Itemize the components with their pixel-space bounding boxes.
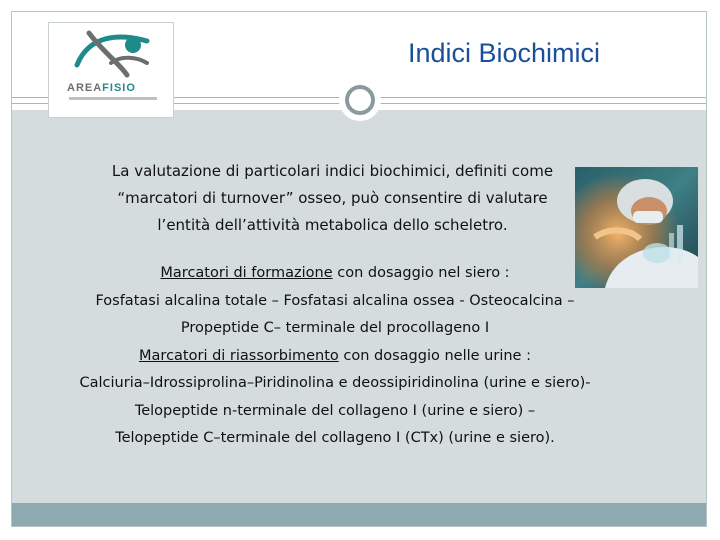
resorption-line: Calciuria–Idrossiprolina–Piridinolina e deossipiridinolina (urine e siero)-	[79, 375, 591, 391]
logo-tagline	[69, 97, 157, 100]
ring-ornament	[339, 79, 381, 121]
resorption-heading-line	[40, 343, 630, 371]
formation-heading: Marcatori di formazione	[160, 265, 333, 281]
slide-title: Indici Biochimici	[407, 38, 600, 68]
formation-heading-suffix: con dosaggio nel siero :	[332, 265, 510, 281]
formation-line: Fosfatasi alcalina totale – Fosfatasi alcalina ossea - Osteocalcina –	[95, 292, 575, 309]
formation-line: Propeptide C– terminale del procollageno I	[180, 320, 490, 336]
intro-line: La valutazione di particolari indici biochimici, definiti come	[111, 162, 554, 180]
resorption-heading-suffix: con dosaggio nelle urine :	[338, 347, 531, 364]
resorption-line: Telopeptide n-terminale del collageno I (urine e siero) –	[134, 402, 536, 419]
intro-paragraph	[40, 158, 625, 239]
resorption-heading: Marcatori di riassorbimento	[139, 347, 339, 364]
logo-figure-icon	[49, 23, 175, 83]
logo-text-area: AREA	[67, 82, 103, 94]
areafisio-logo	[48, 22, 174, 118]
intro-line: l’entità dell’attività metabolica dello scheletro.	[157, 216, 508, 234]
logo-text-fisio: FISIO	[102, 82, 136, 94]
resorption-line: Telopeptide C–terminale del collageno I (CTx) (urine e siero).	[115, 430, 555, 446]
markers-paragraph	[40, 260, 630, 453]
intro-line: “marcatori di turnover” osseo, può consentire di valutare	[117, 189, 548, 207]
formation-heading-line	[40, 260, 630, 288]
footer-bar	[12, 503, 706, 526]
logo-wordmark	[67, 82, 136, 94]
ring-ornament-inner	[345, 85, 375, 115]
